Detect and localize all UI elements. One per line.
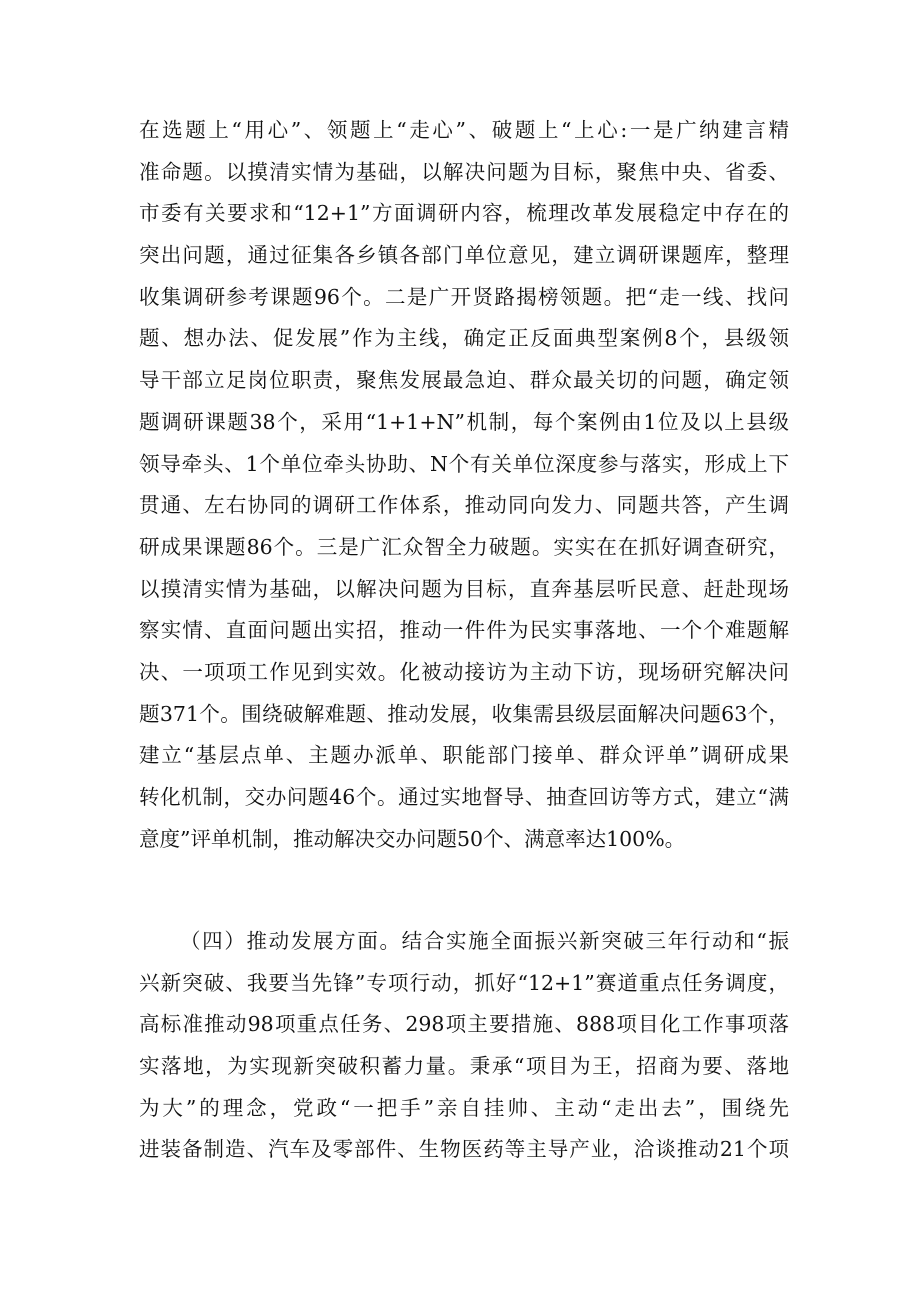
text-line: 市委有关要求和“12+1”方面调研内容，梳理改革发展稳定中存在的 [139, 201, 789, 226]
text-line: 意度”评单机制，推动解决交办问题50个、满意率达100%。 [139, 826, 686, 851]
text-line: 高标准推动98项重点任务、298项主要措施、888项目化工作事项落 [139, 1012, 789, 1037]
text-line: 领导牵头、1个单位牵头协助、N个有关单位深度参与落实，形成上下 [139, 451, 789, 476]
paragraph-promote-development [139, 921, 789, 1171]
text-line: 转化机制，交办问题46个。通过实地督导、抽查回访等方式，建立“满 [139, 785, 789, 809]
paragraph-research-topics [139, 110, 789, 860]
text-line: 兴新突破、我要当先锋”专项行动，抓好“12+1”赛道重点任务调度， [139, 970, 789, 995]
text-line: 决、一项项工作见到实效。化被动接访为主动下访，现场研究解决问 [139, 659, 789, 684]
text-line: 准命题。以摸清实情为基础，以解决问题为目标，聚焦中央、省委、 [139, 159, 789, 184]
text-line: 进装备制造、汽车及零部件、生物医药等主导产业，洽谈推动21个项 [139, 1137, 789, 1162]
text-line: 题、想办法、促发展”作为主线，确定正反面典型案例8个，县级领 [139, 326, 789, 351]
text-line: 研成果课题86个。三是广汇众智全力破题。实实在在抓好调查研究， [139, 534, 789, 559]
text-line: 建立“基层点单、主题办派单、职能部门接单、群众评单”调研成果 [139, 743, 789, 768]
text-line: 实落地，为实现新突破积蓄力量。秉承“项目为王，招商为要、落地 [139, 1054, 789, 1079]
text-line: 贯通、左右协同的调研工作体系，推动同向发力、同题共答，产生调 [139, 493, 789, 518]
text-line: 察实情、直面问题出实招，推动一件件为民实事落地、一个个难题解 [139, 618, 789, 643]
text-line: 为大”的理念，党政“一把手”亲自挂帅、主动“走出去”，围绕先 [139, 1095, 789, 1120]
text-line: 收集调研参考课题96个。二是广开贤路揭榜领题。把“走一线、找问 [139, 284, 789, 309]
text-line: 导干部立足岗位职责，聚焦发展最急迫、群众最关切的问题，确定领 [139, 368, 789, 393]
text-line: 在选题上“用心”、领题上“走心”、破题上“上心:一是广纳建言精 [139, 118, 789, 142]
text-line-indented: （四）推动发展方面。结合实施全面振兴新突破三年行动和“振 [180, 929, 789, 953]
text-line: 题371个。围绕破解难题、推动发展，收集需县级层面解决问题63个， [139, 701, 789, 726]
text-line: 以摸清实情为基础，以解决问题为目标，直奔基层听民意、赶赴现场 [139, 576, 789, 601]
text-line: 突出问题，通过征集各乡镇各部门单位意见，建立调研课题库，整理 [139, 243, 789, 268]
text-line: 题调研课题38个，采用“1+1+N”机制，每个案例由1位及以上县级 [139, 409, 789, 434]
